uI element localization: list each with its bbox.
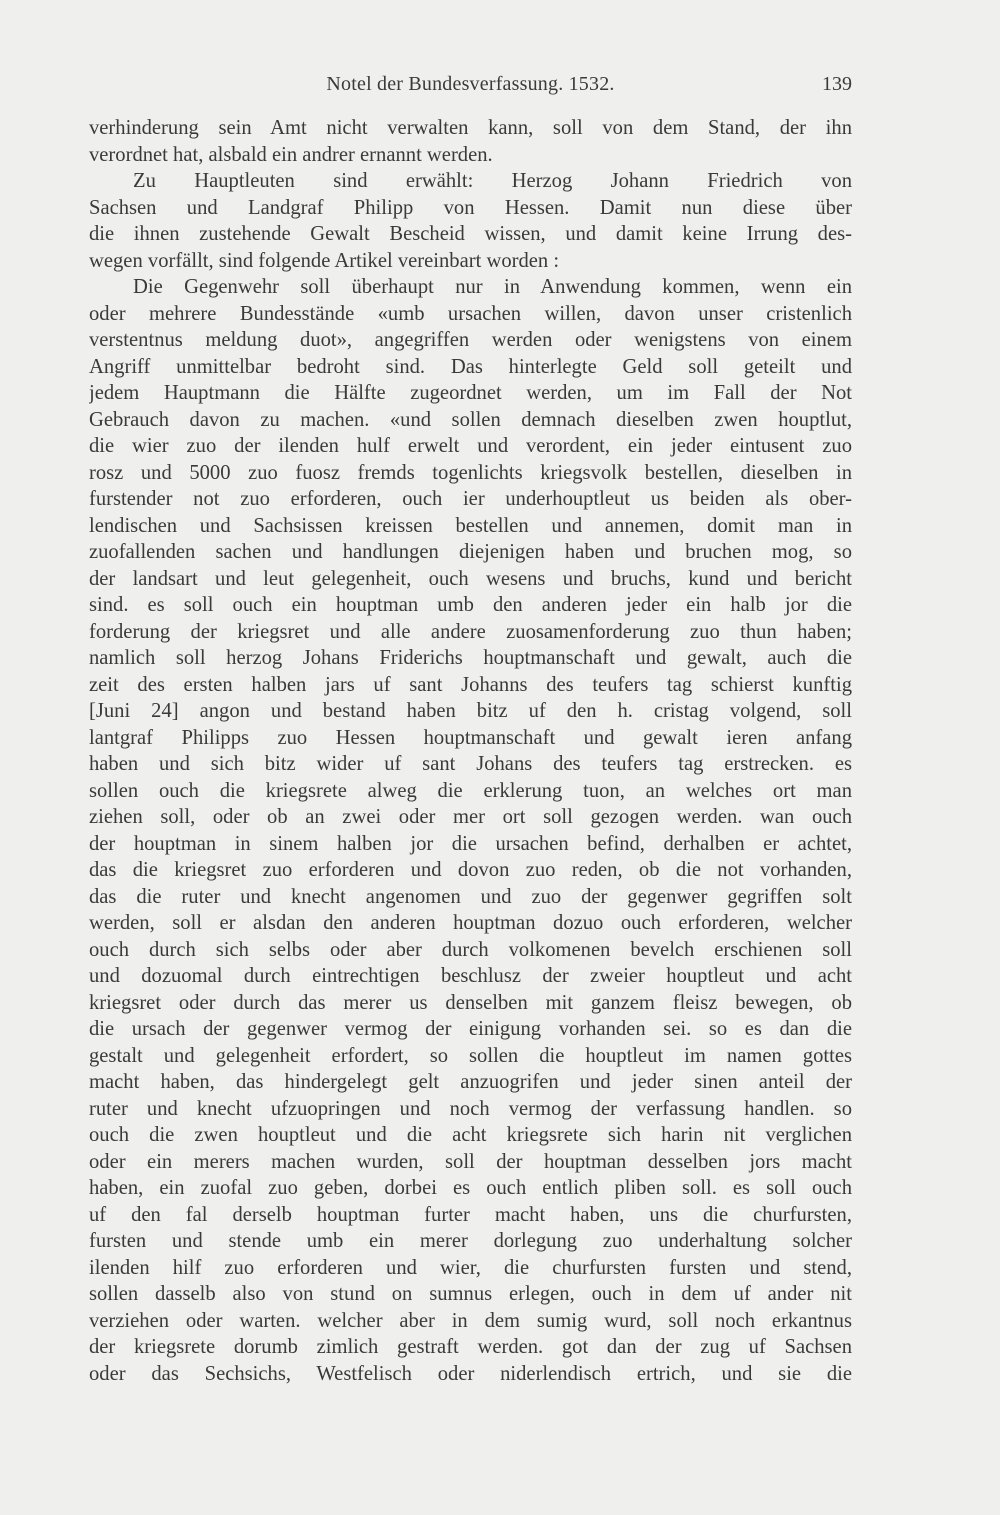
text-line: ilenden hilf zuo erforderen und wier, die churfursten fursten und stend,: [89, 1256, 852, 1279]
text-line: sind. es soll ouch ein houptman umb den anderen jeder ein halb jor die: [89, 594, 852, 616]
text-line: fursten und stende umb ein merer dorlegung zuo underhaltung solcher: [89, 1230, 852, 1252]
text-line: verstentnus meldung duot», angegriffen werden oder wenigstens von einem: [89, 329, 852, 351]
text-line: sollen dasselb also von stund on sumnus erlegen, ouch in dem uf ander nit: [89, 1283, 852, 1305]
text-line: verhinderung sein Amt nicht verwalten kann, soll von dem Stand, der ihn: [89, 117, 852, 139]
text-line: und dozuomal durch eintrechtigen beschlusz der zweier houptleut und acht: [89, 965, 852, 987]
text-line: die wier zuo der ilenden hulf erwelt und verordent, ein jeder eintusent zuo: [89, 435, 852, 457]
text-line: ouch durch sich selbs oder aber durch volkomenen bevelch erschienen soll: [89, 938, 852, 961]
text-line: rosz und 5000 zuo fuosz fremds togenlichts kriegsvolk bestellen, dieselben in: [89, 461, 852, 484]
text-line: der landsart und leut gelegenheit, ouch wesens und bruchs, kund und bericht: [89, 567, 852, 590]
text-line: verziehen oder warten. welcher aber in dem sumig wurd, soll noch erkantnus: [89, 1309, 852, 1332]
text-line: kriegsret oder durch das merer us denselben mit ganzem fleisz bewegen, ob: [89, 991, 852, 1014]
text-line: zuofallenden sachen und handlungen diejenigen haben und bruchen mog, so: [89, 541, 852, 563]
text-line: Sachsen und Landgraf Philipp von Hessen. Damit nun diese über: [89, 196, 852, 219]
text-line: gestalt und gelegenheit erfordert, so sollen die houptleut im namen gottes: [89, 1044, 852, 1067]
running-head-title: Notel der Bundesverfassung. 1532.: [326, 73, 615, 95]
text-line: [Juni 24] angon und bestand haben bitz uf den h. cristag volgend, soll: [89, 700, 852, 722]
text-line: die ihnen zustehende Gewalt Bescheid wissen, und damit keine Irrung des-: [89, 223, 852, 245]
text-line: jedem Hauptmann die Hälfte zugeordnet werden, um im Fall der Not: [89, 382, 852, 404]
text-line: macht haben, das hindergelegt gelt anzuogrifen und jeder sinen anteil der: [89, 1071, 852, 1093]
text-line: namlich soll herzog Johans Friderichs houptmanschaft und gewalt, auch die: [89, 647, 852, 669]
text-line: furstender not zuo erforderen, ouch ier underhouptleut us beiden als ober-: [89, 488, 852, 510]
text-line: sollen ouch die kriegsrete alweg die erklerung tuon, an welches ort man: [89, 779, 852, 802]
text-line: haben und sich bitz wider uf sant Johans des teufers tag erstrecken. es: [89, 753, 852, 775]
text-line: oder das Sechsichs, Westfelisch oder niderlendisch ertrich, und sie die: [89, 1362, 852, 1385]
text-line: ziehen soll, oder ob an zwei oder mer ort soll gezogen werden. wan ouch: [89, 806, 852, 828]
text-line: der kriegsrete dorumb zimlich gestraft werden. got dan der zug uf Sachsen: [89, 1336, 852, 1358]
text-line: das die kriegsret zuo erforderen und dovon zuo reden, ob die not vorhanden,: [89, 859, 852, 881]
text-line: uf den fal derselb houptman furter macht haben, uns die churfursten,: [89, 1203, 852, 1226]
text-line: Gebrauch davon zu machen. «und sollen demnach dieselben zwen houptlut,: [89, 408, 852, 431]
text-line: ouch die zwen houptleut und die acht kriegsrete sich harin nit verglichen: [89, 1124, 852, 1146]
text-line: die ursach der gegenwer vermog der einigung vorhanden sei. so es dan die: [89, 1018, 852, 1040]
text-line: der houptman in sinem halben jor die ursachen befind, derhalben er achtet,: [89, 832, 852, 855]
text-line: verordnet hat, alsbald ein andrer ernannt werden.: [89, 143, 493, 166]
text-line: Zu Hauptleuten sind erwählt: Herzog Johann Friedrich von: [133, 170, 852, 192]
text-line: das die ruter und knecht angenomen und zuo der gegenwer gegriffen solt: [89, 885, 852, 908]
text-line: oder ein merers machen wurden, soll der houptman desselben jors macht: [89, 1150, 852, 1173]
text-line: oder mehrere Bundesstände «umb ursachen willen, davon unser cristenlich: [89, 302, 852, 325]
text-line: lendischen und Sachsissen kreissen bestellen und annemen, domit man in: [89, 514, 852, 537]
running-head: [89, 70, 852, 98]
text-line: werden, soll er alsdan den anderen houptman dozuo ouch erforderen, welcher: [89, 912, 852, 934]
body-text: [89, 115, 852, 1387]
text-line: haben, ein zuofal zuo geben, dorbei es ouch entlich pliben soll. es soll ouch: [89, 1177, 852, 1199]
text-line: wegen vorfällt, sind folgende Artikel vereinbart worden :: [89, 249, 560, 272]
text-line: Die Gegenwehr soll überhaupt nur in Anwendung kommen, wenn ein: [133, 276, 852, 298]
page-number: 139: [822, 73, 852, 95]
text-line: zeit des ersten halben jars uf sant Johanns des teufers tag schierst kunftig: [89, 673, 852, 696]
text-line: forderung der kriegsret und alle andere zuosamenforderung zuo thun haben;: [89, 620, 852, 643]
text-line: ruter und knecht ufzuopringen und noch vermog der verfassung handlen. so: [89, 1097, 852, 1120]
text-line: lantgraf Philipps zuo Hessen houptmanschaft und gewalt ieren anfang: [89, 726, 852, 749]
text-line: Angriff unmittelbar bedroht sind. Das hinterlegte Geld soll geteilt und: [89, 355, 852, 378]
